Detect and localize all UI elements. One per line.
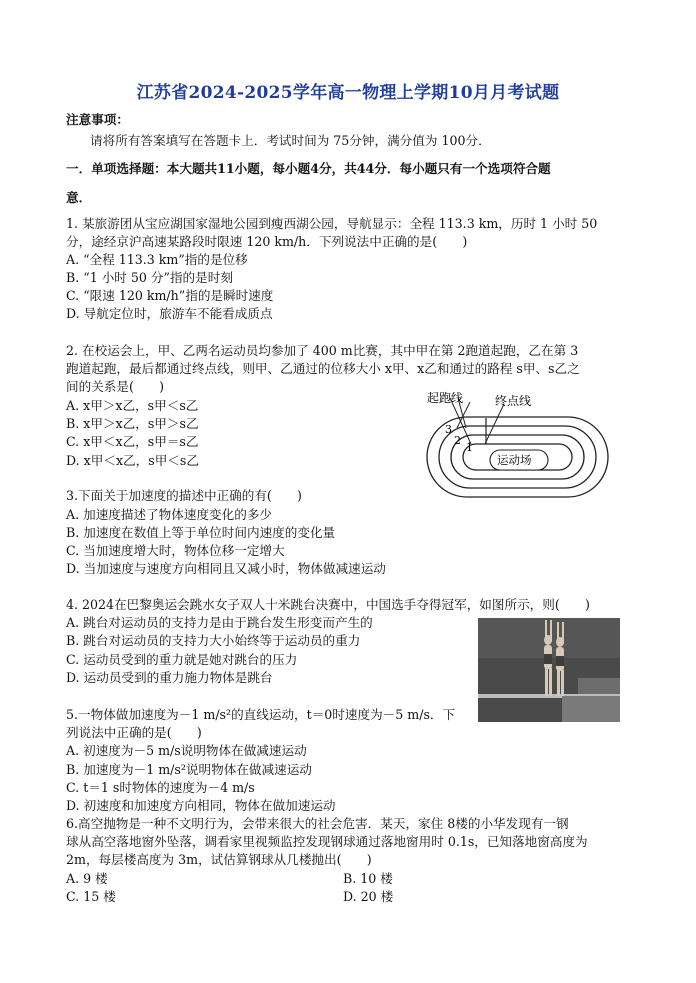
- q3-option-a: A. 加速度描述了物体速度变化的多少: [66, 507, 273, 522]
- section-heading-line1: 一．单项选择题：本大题共11小题，每小题4分，共44分．每小题只有一个选项符合题: [66, 161, 551, 176]
- finish-line-label: 终点线: [495, 394, 532, 408]
- q1-option-a: A. “全程 113.3 km”指的是位移: [66, 252, 248, 267]
- q2-option-c: C. x甲＜x乙，s甲＝s乙: [66, 434, 199, 449]
- diving-photo: [478, 618, 620, 722]
- q4-option-d: D. 运动员受到的重力施力物体是跳台: [66, 670, 273, 685]
- field-label: 运动场: [497, 453, 532, 467]
- exam-title: 江苏省2024-2025学年高一物理上学期10月月考试题: [136, 83, 560, 103]
- q5-option-c: C. t＝1 s时物体的速度为－4 m/s: [66, 780, 255, 795]
- q4-option-c: C. 运动员受到的重力就是她对跳台的压力: [66, 652, 298, 667]
- q1-option-c: C. “限速 120 km/h”指的是瞬时速度: [66, 288, 274, 303]
- q5-stem-line2: 列说法中正确的是( ): [66, 725, 202, 740]
- q4-option-a: A. 跳台对运动员的支持力是由于跳台发生形变而产生的: [66, 615, 373, 630]
- q6-option-a: A. 9 楼: [66, 871, 108, 886]
- q6-stem-line3: 2m，每层楼高度为 3m，试估算钢球从几楼抛出( ): [66, 852, 372, 867]
- q3-option-b: B. 加速度在数值上等于单位时间内速度的变化量: [66, 525, 336, 540]
- q6-option-b: B. 10 楼: [343, 871, 393, 886]
- q2-stem-line3: 间的关系是( ): [66, 379, 164, 394]
- q4-stem: 4. 2024在巴黎奥运会跳水女子双人十米跳台决赛中，中国选手夺得冠军，如图所示，则( ): [66, 597, 590, 612]
- q6-option-d: D. 20 楼: [343, 889, 394, 904]
- q3-option-c: C. 当加速度增大时，物体位移一定增大: [66, 543, 285, 558]
- q2-option-d: D. x甲＜x乙，s甲＜s乙: [66, 453, 199, 468]
- q6-stem-line1: 6.高空抛物是一种不文明行为，会带来很大的社会危害．某天，家住 8楼的小华发现有一钢: [66, 816, 569, 831]
- notice-text: 请将所有答案填写在答题卡上．考试时间为 75分钟，满分值为 100分．: [90, 133, 491, 148]
- q2-option-b: B. x甲＞x乙，s甲＞s乙: [66, 416, 199, 431]
- q5-option-b: B. 加速度为－1 m/s²说明物体在做减速运动: [66, 762, 312, 777]
- q2-stem-line2: 跑道起跑，最后都通过终点线，则甲、乙通过的位移大小 x甲、x乙和通过的路程 s甲、s乙之: [66, 361, 580, 376]
- q3-stem: 3.下面关于加速度的描述中正确的有( ): [66, 488, 302, 503]
- lane-label-2: 2: [454, 434, 461, 447]
- q3-option-d: D. 当加速度与速度方向相同且又减小时，物体做减速运动: [66, 561, 386, 576]
- lane-label-3: 3: [445, 423, 452, 436]
- q5-option-a: A. 初速度为－5 m/s说明物体在做减速运动: [66, 743, 307, 758]
- q1-stem-line2: 分，途经京沪高速某路段时限速 120 km/h．下列说法中正确的是( ): [66, 234, 468, 249]
- q6-option-c: C. 15 楼: [66, 889, 116, 904]
- q1-option-d: D. 导航定位时，旅游车不能看成质点: [66, 306, 273, 321]
- track-diagram: [410, 388, 615, 502]
- q6-stem-line2: 球从高空落地窗外坠落，调看家里视频监控发现钢球通过落地窗用时 0.1s，已知落地窗高度为: [66, 834, 588, 849]
- q5-stem-line1: 5.一物体做加速度为－1 m/s²的直线运动，t＝0时速度为－5 m/s．下: [66, 707, 456, 722]
- notice-heading: 注意事项：: [66, 112, 129, 127]
- q2-option-a: A. x甲＞x乙，s甲＜s乙: [66, 398, 199, 413]
- start-line-label: 起跑线: [427, 391, 464, 405]
- lane-label-1: 1: [466, 441, 473, 454]
- q1-option-b: B. “1 小时 50 分”指的是时刻: [66, 270, 233, 285]
- q5-option-d: D. 初速度和加速度方向相同，物体在做加速运动: [66, 798, 336, 813]
- section-heading-line2: 意．: [66, 190, 92, 205]
- q4-option-b: B. 跳台对运动员的支持力大小始终等于运动员的重力: [66, 633, 361, 648]
- q1-stem-line1: 1. 某旅游团从宝应湖国家湿地公园到瘦西湖公园，导航显示：全程 113.3 km，历时 1 小时 50: [66, 216, 598, 231]
- q2-stem-line1: 2. 在校运会上，甲、乙两名运动员均参加了 400 m比赛，其中甲在第 2跑道起跑，乙在第 3: [66, 343, 579, 358]
